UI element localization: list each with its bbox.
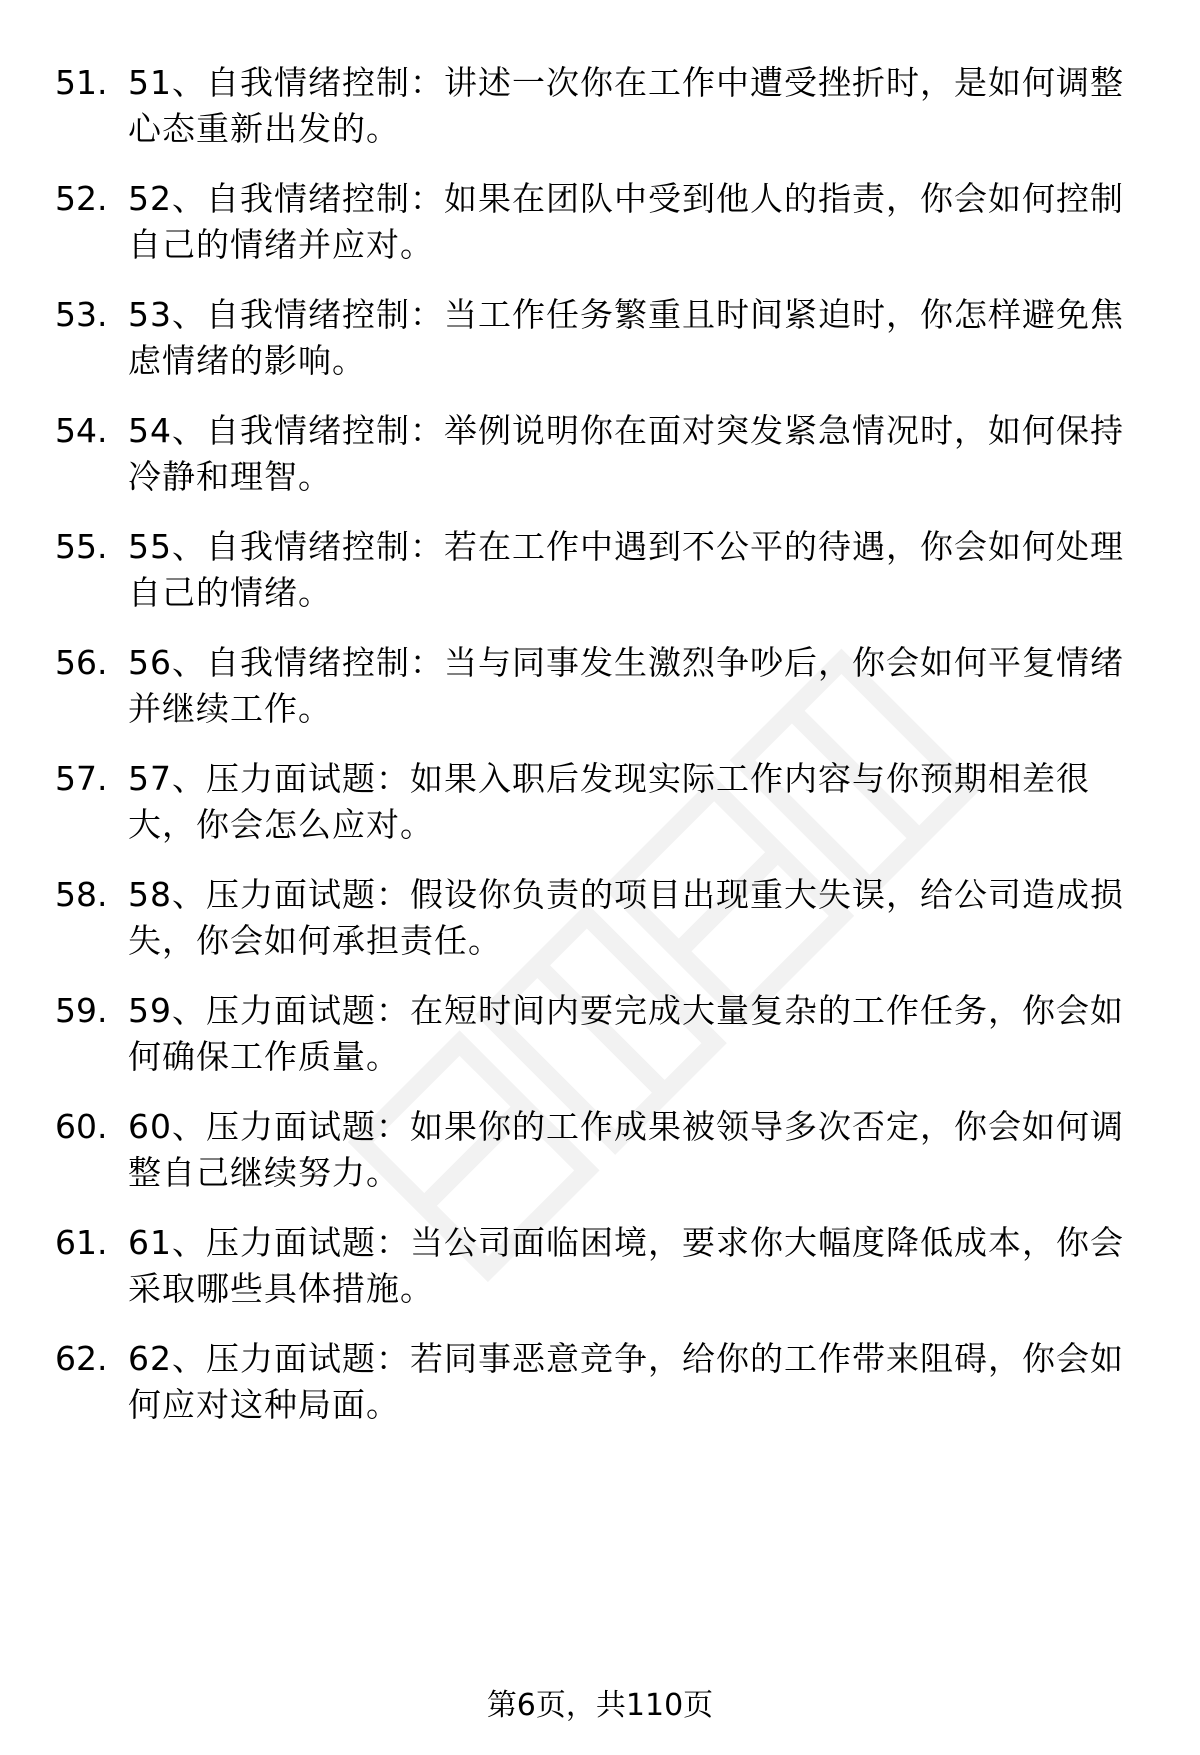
item-number: 57. — [55, 759, 108, 798]
item-number: 61. — [55, 1223, 108, 1262]
item-number: 52. — [55, 179, 108, 218]
item-number: 59. — [55, 991, 108, 1030]
item-text: 61、压力面试题：当公司面临困境，要求你大幅度降低成本，你会采取哪些具体措施。 — [128, 1223, 1124, 1308]
list-item — [0, 756, 1200, 866]
item-text: 53、自我情绪控制：当工作任务繁重且时间紧迫时，你怎样避免焦虑情绪的影响。 — [128, 295, 1124, 380]
item-text: 59、压力面试题：在短时间内要完成大量复杂的工作任务，你会如何确保工作质量。 — [128, 991, 1124, 1076]
list-item — [0, 1104, 1200, 1214]
page-number-footer: 第6页，共110页 — [486, 1688, 714, 1723]
list-item — [0, 292, 1200, 402]
list-item — [0, 176, 1200, 286]
list-item — [0, 1336, 1200, 1446]
item-text: 55、自我情绪控制：若在工作中遇到不公平的待遇，你会如何处理自己的情绪。 — [128, 527, 1124, 612]
item-number: 55. — [55, 527, 108, 566]
list-item — [0, 988, 1200, 1098]
item-text: 62、压力面试题：若同事恶意竞争，给你的工作带来阻碍，你会如何应对这种局面。 — [128, 1339, 1124, 1424]
list-item — [0, 408, 1200, 518]
item-number: 53. — [55, 295, 108, 334]
item-number: 58. — [55, 875, 108, 914]
item-number: 62. — [55, 1339, 108, 1378]
item-text: 54、自我情绪控制：举例说明你在面对突发紧急情况时，如何保持冷静和理智。 — [128, 411, 1124, 496]
item-number: 51. — [55, 63, 108, 102]
item-number: 56. — [55, 643, 108, 682]
list-item — [0, 640, 1200, 750]
item-text: 57、压力面试题：如果入职后发现实际工作内容与你预期相差很大，你会怎么应对。 — [128, 759, 1090, 844]
list-item — [0, 60, 1200, 170]
item-text: 56、自我情绪控制：当与同事发生激烈争吵后，你会如何平复情绪并继续工作。 — [128, 643, 1124, 728]
item-text: 51、自我情绪控制：讲述一次你在工作中遭受挫折时，是如何调整心态重新出发的。 — [128, 63, 1124, 148]
item-number: 60. — [55, 1107, 108, 1146]
item-text: 60、压力面试题：如果你的工作成果被领导多次否定，你会如何调整自己继续努力。 — [128, 1107, 1124, 1192]
item-text: 58、压力面试题：假设你负责的项目出现重大失误，给公司造成损失，你会如何承担责任。 — [128, 875, 1124, 960]
list-item — [0, 524, 1200, 634]
list-item — [0, 872, 1200, 982]
item-number: 54. — [55, 411, 108, 450]
item-text: 52、自我情绪控制：如果在团队中受到他人的指责，你会如何控制自己的情绪并应对。 — [128, 179, 1124, 264]
list-item — [0, 1220, 1200, 1330]
